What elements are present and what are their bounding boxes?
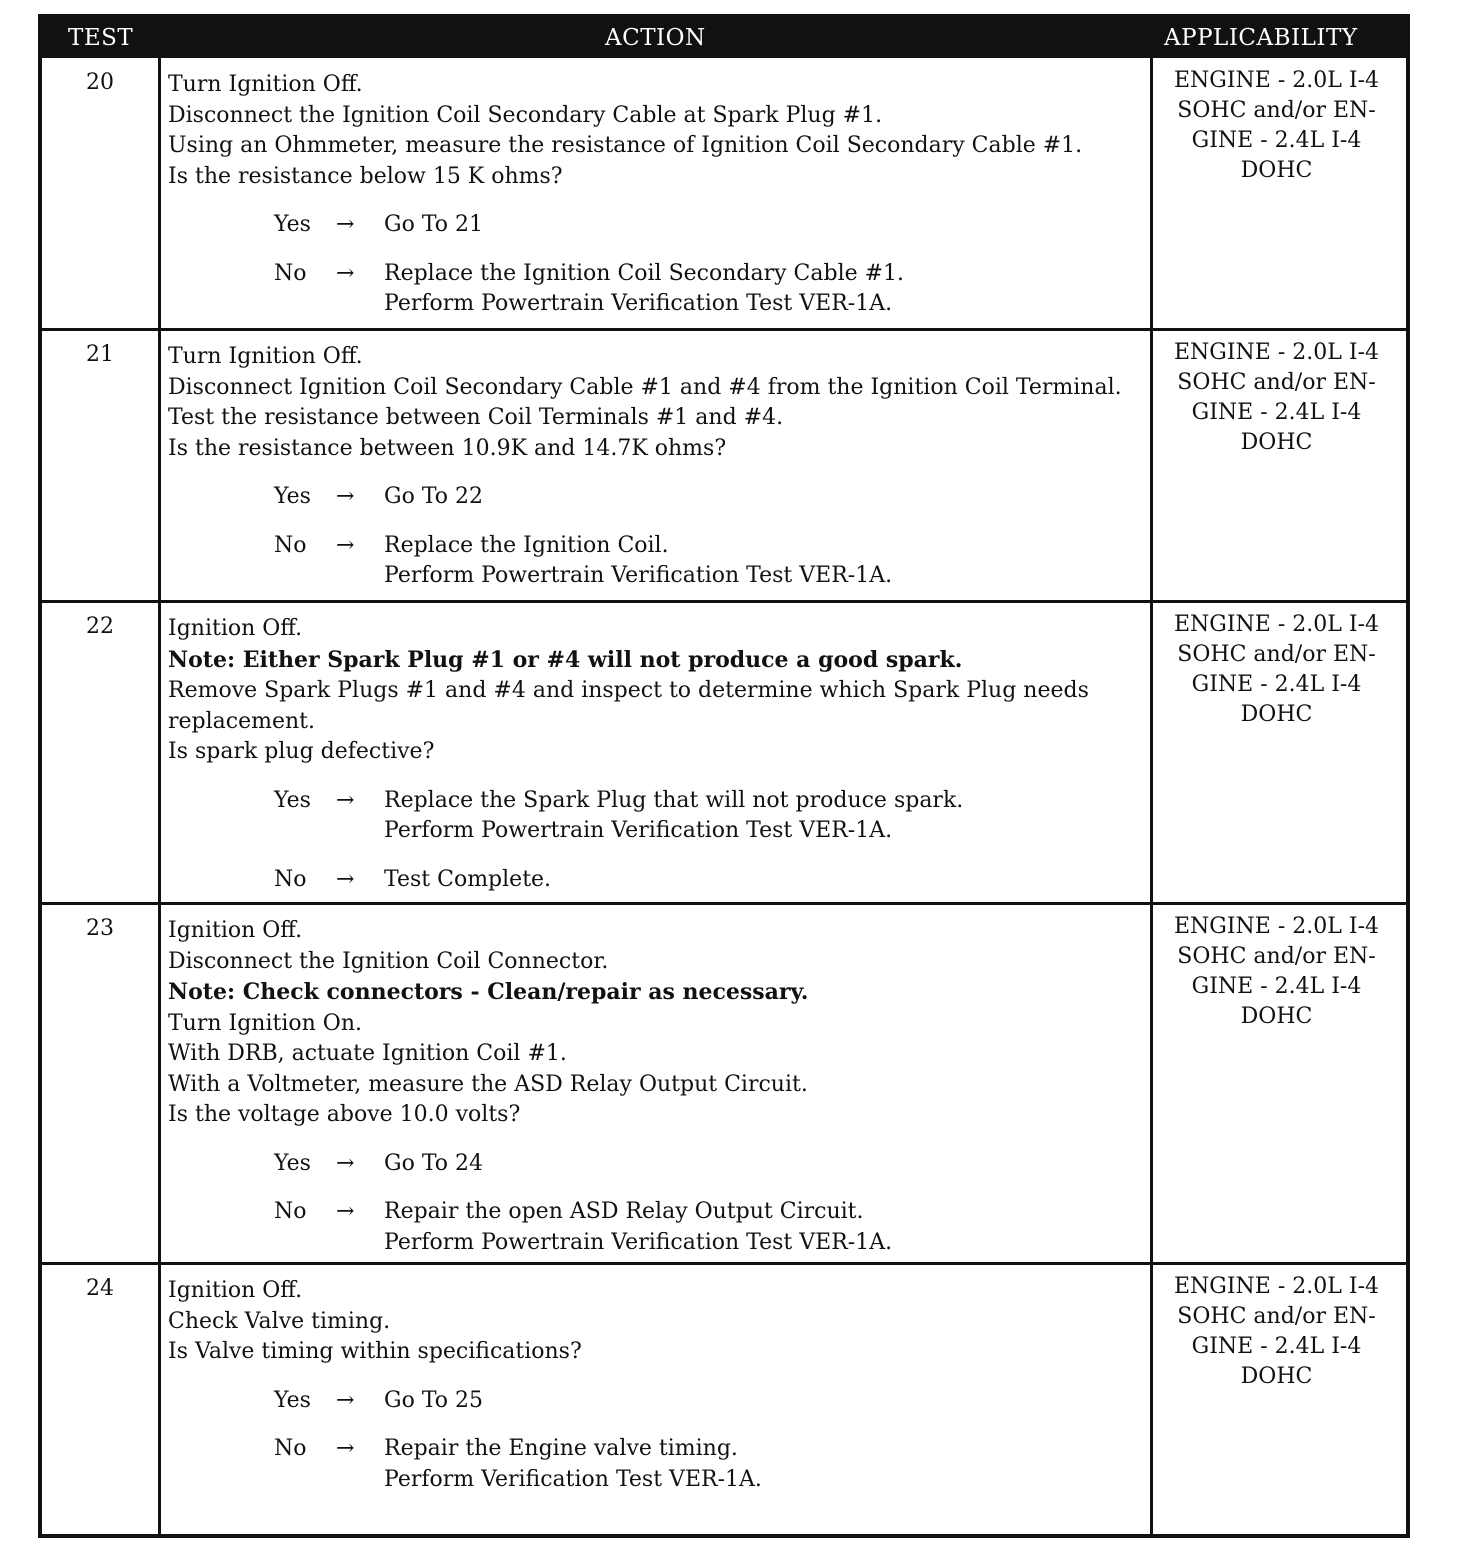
test-number: 24 — [86, 1276, 114, 1301]
applicability-line: ENGINE - 2.0L I-4 — [1173, 914, 1379, 939]
table-header — [42, 18, 1406, 58]
applicability-line: DOHC — [1240, 430, 1313, 455]
header-applicability: APPLICABILITY — [1164, 25, 1358, 51]
table-row — [42, 330, 1406, 602]
applicability-line: SOHC and/or EN- — [1177, 370, 1376, 395]
result-line: Repair the Engine valve timing. — [384, 1436, 738, 1461]
action-step: Using an Ohmmeter, measure the resistance of Ignition Coil Secondary Cable #1. — [168, 133, 1083, 158]
result-yes — [168, 210, 1156, 241]
result-line: Perform Powertrain Verification Test VER-1A. — [384, 1229, 893, 1255]
action-step: Disconnect the Ignition Coil Secondary Cable at Spark Plug #1. — [168, 102, 883, 128]
applicability-line: SOHC and/or EN- — [1177, 944, 1376, 969]
action-cell — [168, 342, 1156, 592]
action-step: Ignition Off. — [168, 616, 303, 641]
action-step: With DRB, actuate Ignition Coil #1. — [168, 1041, 567, 1066]
applicability-cell — [1159, 610, 1394, 730]
result-label: Yes — [274, 1150, 311, 1176]
arrow-icon: → — [336, 212, 355, 237]
action-step: Is the resistance below 15 K ohms? — [168, 163, 563, 189]
diagnostic-table — [38, 14, 1410, 1538]
note-step: Note: Check connectors - Clean/repair as necessary. — [168, 979, 809, 1005]
applicability-cell — [1159, 1272, 1394, 1392]
result-yes — [168, 1386, 1156, 1417]
note-step: Note: Either Spark Plug #1 or #4 will not produce a good spark. — [168, 646, 963, 673]
result-no — [168, 865, 1156, 896]
action-cell — [168, 614, 1156, 895]
applicability-line: GINE - 2.4L I-4 — [1191, 128, 1362, 153]
header-action: ACTION — [605, 25, 706, 51]
result-line: Perform Verification Test VER-1A. — [384, 1466, 762, 1492]
arrow-icon: → — [336, 787, 355, 813]
arrow-icon: → — [336, 1436, 355, 1461]
action-cell — [168, 916, 1156, 1258]
row-divider — [42, 902, 1406, 905]
applicability-cell — [1159, 66, 1394, 186]
result-text — [384, 1197, 1156, 1258]
result-line: Perform Powertrain Verification Test VER-1A. — [384, 291, 893, 316]
action-step: Turn Ignition Off. — [168, 344, 363, 369]
applicability-cell — [1159, 912, 1394, 1032]
result-label: Yes — [274, 787, 311, 813]
row-divider — [42, 600, 1406, 603]
action-step: Turn Ignition On. — [168, 1010, 362, 1036]
applicability-line: SOHC and/or EN- — [1177, 1304, 1376, 1329]
result-line: Go To 21 — [384, 212, 484, 237]
result-text — [384, 786, 1156, 847]
applicability-line: ENGINE - 2.0L I-4 — [1173, 612, 1379, 637]
result-text — [384, 1149, 1156, 1180]
result-text — [384, 259, 1156, 320]
result-text — [384, 1434, 1156, 1495]
action-step: Is the voltage above 10.0 volts? — [168, 1102, 521, 1127]
applicability-line: SOHC and/or EN- — [1177, 98, 1376, 123]
applicability-line: ENGINE - 2.0L I-4 — [1173, 1274, 1379, 1299]
header-test: TEST — [68, 25, 134, 51]
arrow-icon: → — [336, 866, 355, 892]
action-step: Check Valve timing. — [168, 1308, 391, 1334]
action-step: Ignition Off. — [168, 918, 303, 943]
result-label: Yes — [274, 1387, 311, 1413]
arrow-icon: → — [336, 1199, 355, 1224]
arrow-icon: → — [336, 484, 355, 509]
action-step: Is Valve timing within specifications? — [168, 1339, 582, 1364]
action-step: Remove Spark Plugs #1 and #4 and inspect to determine which Spark Plug needs replacement. — [168, 678, 1089, 734]
row-divider — [42, 1262, 1406, 1265]
applicability-line: DOHC — [1240, 1004, 1313, 1029]
applicability-line: DOHC — [1240, 1364, 1313, 1389]
table-row — [42, 1264, 1406, 1538]
table-row — [42, 904, 1406, 1264]
table-row — [42, 602, 1406, 904]
result-no — [168, 531, 1156, 592]
action-step: With a Voltmeter, measure the ASD Relay Output Circuit. — [168, 1071, 808, 1097]
applicability-line: SOHC and/or EN- — [1177, 642, 1376, 667]
applicability-line: GINE - 2.4L I-4 — [1191, 672, 1362, 697]
row-divider — [42, 328, 1406, 331]
result-text — [384, 482, 1156, 513]
result-yes — [168, 786, 1156, 847]
applicability-line: GINE - 2.4L I-4 — [1191, 974, 1362, 999]
result-text — [384, 865, 1156, 896]
test-number: 22 — [86, 614, 114, 639]
action-step: Disconnect Ignition Coil Secondary Cable #1 and #4 from the Ignition Coil Terminal. — [168, 374, 1122, 400]
arrow-icon: → — [336, 1387, 355, 1413]
result-no — [168, 1197, 1156, 1258]
action-cell — [168, 1276, 1156, 1495]
result-line: Replace the Ignition Coil Secondary Cable #1. — [384, 260, 905, 286]
result-label: No — [274, 260, 307, 286]
result-line: Perform Powertrain Verification Test VER-1A. — [384, 563, 893, 588]
action-step: Turn Ignition Off. — [168, 72, 363, 97]
result-label: Yes — [274, 212, 311, 237]
result-text — [384, 210, 1156, 241]
action-cell — [168, 70, 1156, 320]
table-row — [42, 58, 1406, 330]
result-label: No — [274, 1436, 307, 1461]
action-step: Is spark plug defective? — [168, 739, 435, 764]
applicability-cell — [1159, 338, 1394, 458]
action-step: Test the resistance between Coil Terminals #1 and #4. — [168, 405, 784, 430]
result-yes — [168, 482, 1156, 513]
result-line: Repair the open ASD Relay Output Circuit. — [384, 1199, 864, 1224]
result-line: Go To 24 — [384, 1150, 484, 1176]
applicability-line: GINE - 2.4L I-4 — [1191, 1334, 1362, 1359]
test-number: 21 — [86, 342, 114, 367]
result-line: Test Complete. — [384, 866, 552, 892]
result-text — [384, 531, 1156, 592]
action-step: Is the resistance between 10.9K and 14.7K ohms? — [168, 435, 727, 461]
action-step: Disconnect the Ignition Coil Connector. — [168, 948, 609, 974]
result-no — [168, 1434, 1156, 1495]
result-line: Replace the Ignition Coil. — [384, 532, 669, 558]
arrow-icon: → — [336, 260, 355, 286]
applicability-line: GINE - 2.4L I-4 — [1191, 400, 1362, 425]
result-line: Replace the Spark Plug that will not produce spark. — [384, 787, 964, 813]
applicability-line: DOHC — [1240, 158, 1313, 183]
result-no — [168, 259, 1156, 320]
action-step: Ignition Off. — [168, 1278, 303, 1303]
result-label: No — [274, 532, 307, 558]
result-label: No — [274, 866, 307, 892]
result-line: Go To 25 — [384, 1387, 484, 1413]
applicability-line: ENGINE - 2.0L I-4 — [1173, 68, 1379, 93]
test-number: 23 — [86, 916, 114, 941]
arrow-icon: → — [336, 532, 355, 558]
arrow-icon: → — [336, 1150, 355, 1176]
result-label: No — [274, 1199, 307, 1224]
result-text — [384, 1386, 1156, 1417]
result-label: Yes — [274, 484, 311, 509]
result-yes — [168, 1149, 1156, 1180]
result-line: Perform Powertrain Verification Test VER-1A. — [384, 818, 893, 843]
applicability-line: ENGINE - 2.0L I-4 — [1173, 340, 1379, 365]
applicability-line: DOHC — [1240, 702, 1313, 727]
test-number: 20 — [86, 70, 114, 95]
result-line: Go To 22 — [384, 484, 484, 509]
